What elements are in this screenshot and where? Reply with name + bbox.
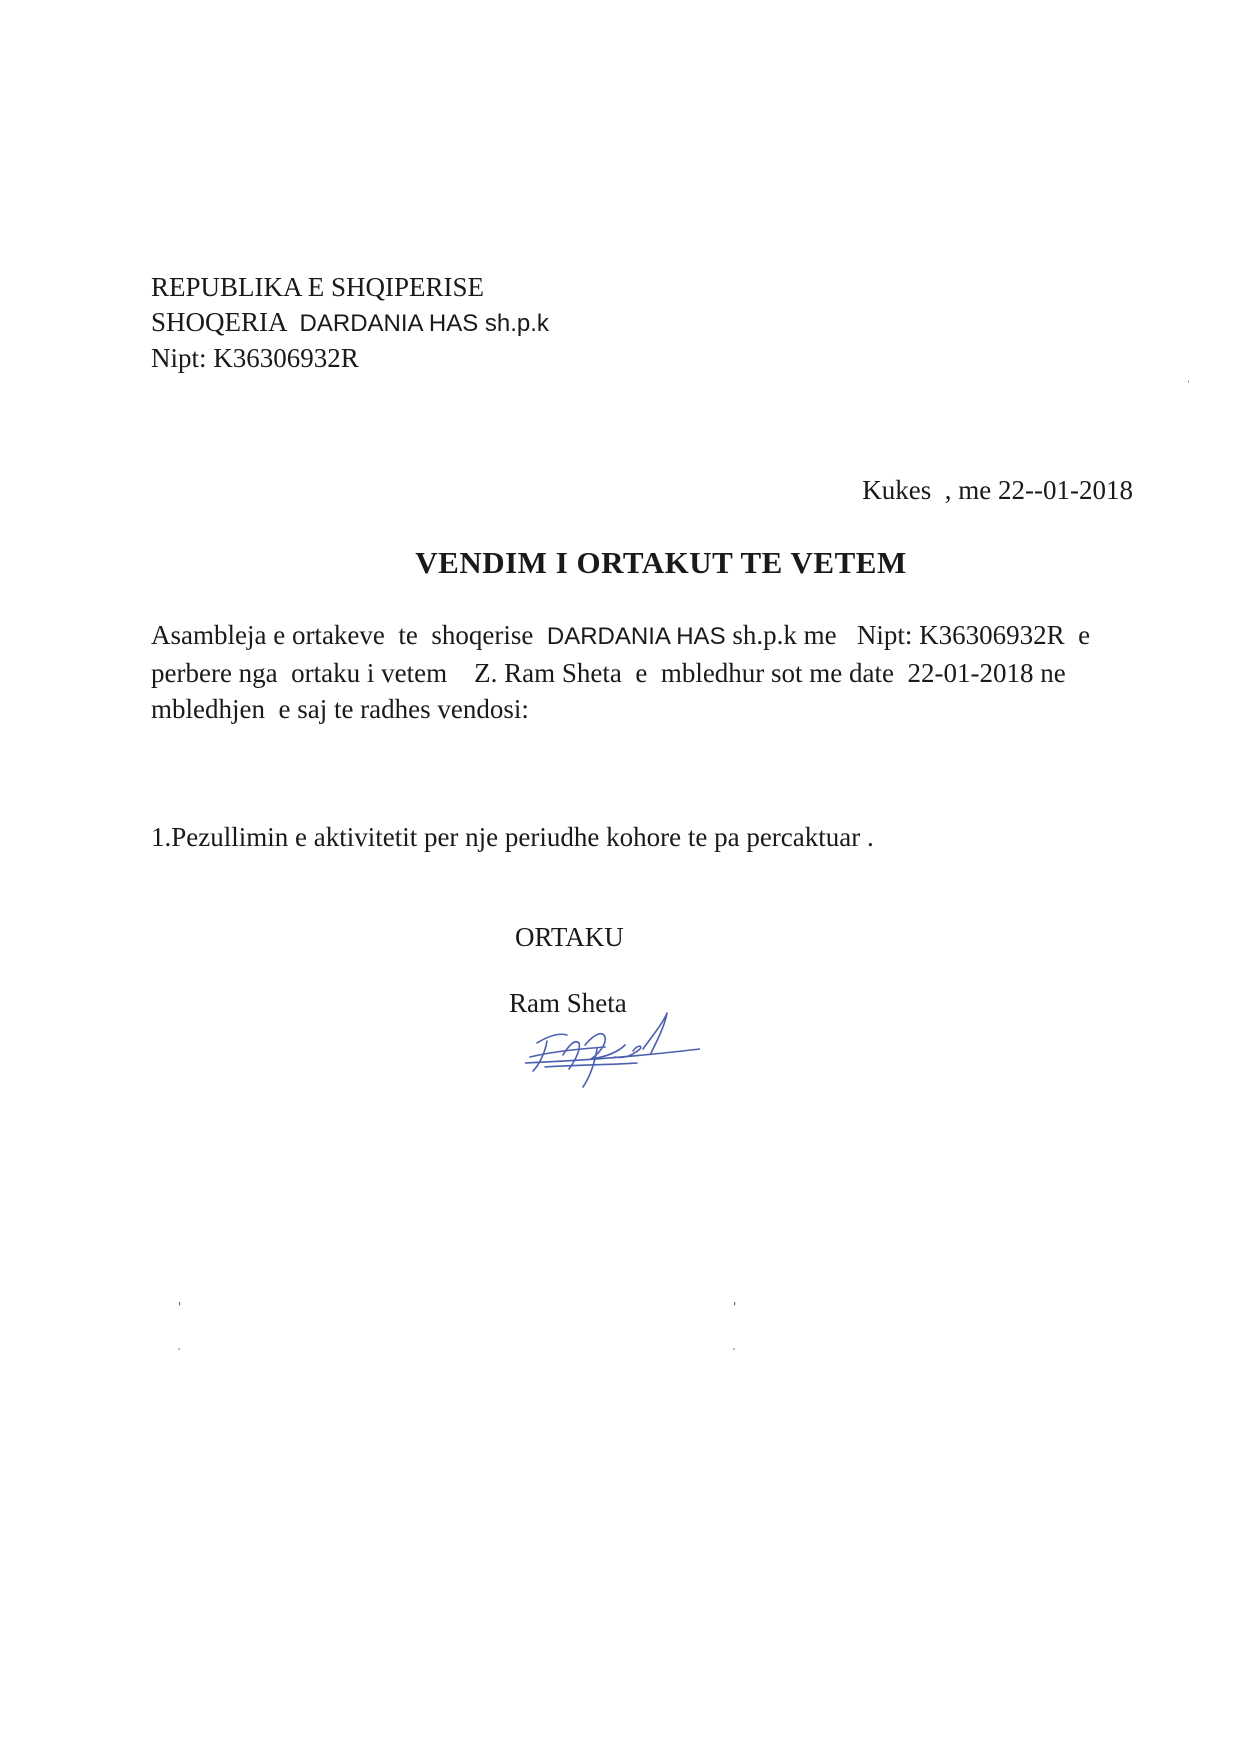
company-name: DARDANIA HAS: [299, 310, 479, 337]
company-nipt: Nipt: K36306932R: [151, 343, 359, 373]
body-line-1-end: sh.p.k me Nipt: K36306932R e: [725, 620, 1091, 650]
scan-speck: [178, 1348, 180, 1350]
body-line-1-start: Asambleja e ortakeve te shoqerise: [151, 620, 547, 650]
scan-speck: [733, 1348, 735, 1350]
body-company-name: DARDANIA HAS: [546, 623, 726, 650]
company-prefix: SHOQERIA: [151, 307, 300, 337]
decision-point-1: 1.Pezullimin e aktivitetit per nje periudhe kohore te pa percaktuar .: [151, 822, 874, 852]
scan-mark: ': [178, 1300, 182, 1314]
company-suffix: sh.p.k: [478, 310, 549, 337]
body-line-1: [151, 617, 1151, 655]
body-line-2: perbere nga ortaku i vetem Z. Ram Sheta e mbledhur sot me date 22-01-2018 ne: [151, 658, 1066, 688]
scan-mark: ': [733, 1300, 737, 1314]
handwritten-signature-icon: [525, 1005, 700, 1100]
company-line: [151, 305, 549, 341]
scan-speck: [1188, 380, 1189, 383]
country-name: REPUBLIKA E SHQIPERISE: [151, 272, 485, 302]
partner-name: Ram Sheta: [509, 988, 627, 1018]
place-and-date: Kukes , me 22--01-2018: [862, 475, 1133, 505]
letterhead: [151, 270, 549, 376]
decision-body: [151, 617, 1151, 727]
body-line-3: mbledhjen e saj te radhes vendosi:: [151, 694, 529, 724]
partner-role: ORTAKU: [515, 922, 624, 952]
document-title: VENDIM I ORTAKUT TE VETEM: [415, 545, 907, 580]
